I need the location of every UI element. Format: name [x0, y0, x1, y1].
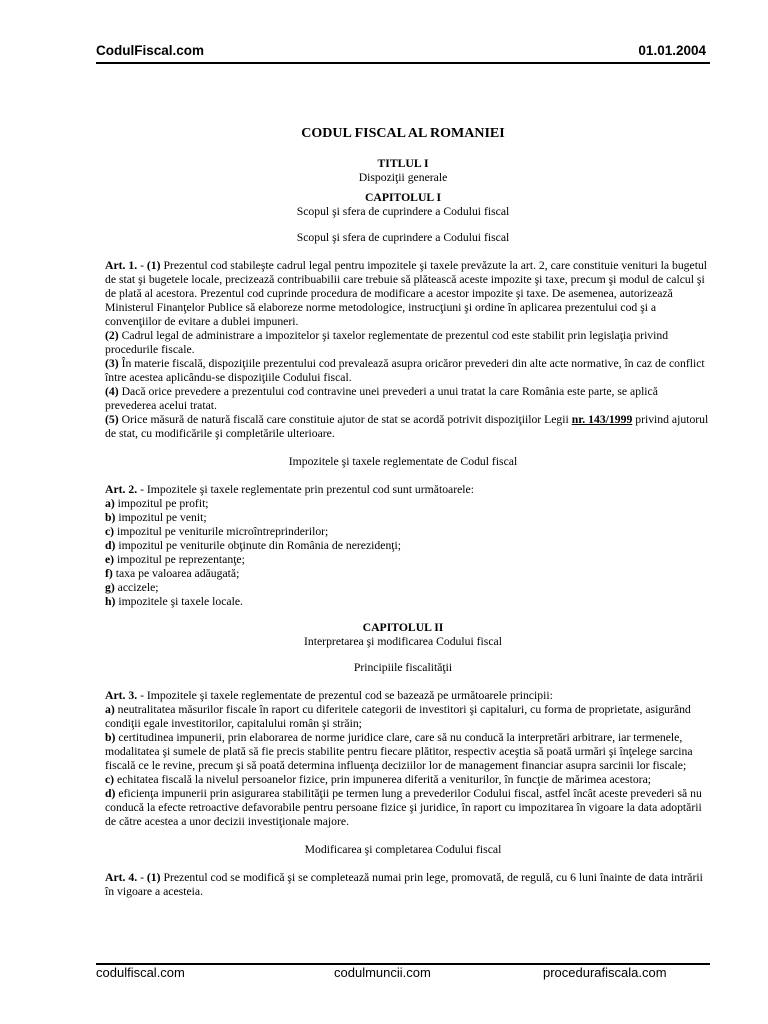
section-heading-principles: Principiile fiscalităţii: [353, 661, 453, 674]
art2-label: Art. 2.: [105, 483, 138, 496]
site-name[interactable]: CodulFiscal.com: [96, 43, 205, 58]
page-header: [96, 43, 710, 63]
chapter-1-label: CAPITOLUL I: [364, 191, 442, 204]
art3-list: [96, 703, 710, 829]
list-item: b) certitudinea impunerii, prin elaborarea de norme juridice clare, care să nu conducă la interpretări arbitrare, iar termenele, modalitatea şi sumele de plată să fie precis stabilite pentru fiecare plătitor, respectiv aceştia să poată urmări şi înţelege sarcina fiscală ce le revine, precum şi să poată determina influenţa deciziilor lor de management financiar asupra sarcinii lor fiscale;: [105, 731, 693, 772]
list-item: d) impozitul pe veniturile obţinute din România de nerezidenţi;: [105, 539, 402, 552]
list-item: e) impozitul pe reprezentanţe;: [105, 553, 245, 566]
header-rule: [96, 62, 710, 64]
document-body: [96, 125, 710, 899]
list-item: f) taxa pe valoarea adăugată;: [105, 567, 240, 580]
footer-link-codulmuncii[interactable]: codulmuncii.com: [334, 965, 431, 980]
list-item: a) impozitul pe profit;: [105, 497, 209, 510]
title-name: Dispoziţii generale: [358, 171, 448, 184]
art1-paragraph-3: (3) În materie fiscală, dispoziţiile prezentului cod prevalează asupra oricăror prevederi din alte acte normative, în caz de conflict între acestea aplicându-se dispoziţiile Codului fiscal.: [105, 357, 705, 384]
art1-paragraph-4: (4) Dacă orice prevedere a prezentului cod contravine unei prevederi a unui tratat la care România este parte, se aplică prevederea acelui tratat.: [105, 385, 658, 412]
art3-label: Art. 3.: [105, 689, 138, 702]
art4-label: Art. 4.: [105, 871, 138, 884]
list-item: c) echitatea fiscală la nivelul persoanelor fizice, prin impunerea diferită a veniturilor, în funcţie de mărimea acestora;: [105, 773, 651, 786]
chapter-1-name: Scopul şi sfera de cuprindere a Codului fiscal: [296, 205, 510, 218]
art3-intro: Art. 3. - Impozitele şi taxele reglementate de prezentul cod se bazează pe următoarele principii:: [105, 689, 553, 702]
art1-paragraph-2: (2) Cadrul legal de administrare a impozitelor şi taxelor reglementate de prezentul cod este stabilit prin legislaţia privind procedurile fiscale.: [105, 329, 669, 356]
art1-paragraph-5: (5) Orice măsură de natură fiscală care constituie ajutor de stat se acordă potrivit dispoziţiilor Legii nr. 143/1999 privind ajutorul de stat, cu modificările şi completările ulterioare.: [105, 413, 709, 440]
art1-paragraph-1: Art. 1. - (1) Prezentul cod stabileşte cadrul legal pentru impozitele şi taxele prevăzute la art. 2, care constituie venituri la bugetul de stat şi bugetele locale, precizează contribuabilii care trebuie să plătească aceste impozite şi taxe, precum şi modul de calcul şi de plată al acestora. Prezentul cod cuprinde procedura de modificare a acestor impozite şi taxe. De asemenea, autorizează Ministerul Finanţelor Publice să elaboreze norme metodologice, instrucţiuni şi ordine în aplicarea prezentului cod şi a convenţiilor de evitare a dublei impuneri.: [105, 259, 708, 328]
list-item: b) impozitul pe venit;: [105, 511, 207, 524]
art2-list: [96, 497, 710, 609]
list-item: h) impozitele şi taxele locale.: [105, 595, 243, 608]
title-label: TITLUL I: [377, 157, 429, 170]
footer-link-procedurafiscala[interactable]: procedurafiscala.com: [543, 965, 667, 980]
section-heading-modification: Modificarea şi completarea Codului fiscal: [304, 843, 502, 856]
footer-link-codulfiscal[interactable]: codulfiscal.com: [96, 965, 185, 980]
header-date: 01.01.2004: [638, 43, 706, 58]
art1-label: Art. 1.: [105, 259, 138, 272]
list-item: g) accizele;: [105, 581, 159, 594]
art4-paragraph-1: Art. 4. - (1) Prezentul cod se modifică şi se completează numai prin lege, promovată, de regulă, cu 6 luni înainte de data intrării în vigoare a acesteia.: [105, 871, 703, 898]
list-item: a) neutralitatea măsurilor fiscale în raport cu diferitele categorii de investitori şi capitaluri, cu forma de proprietate, asigurând condiţii egale investitorilor, capitalului român şi străin;: [105, 703, 691, 730]
chapter-2-label: CAPITOLUL II: [362, 621, 444, 634]
list-item: d) eficienţa impunerii prin asigurarea stabilităţii pe termen lung a prevederilor Codului fiscal, astfel încât aceste prevederi să nu conducă la efecte retroactive defavorabile pentru persoane fizice şi juridice, în raport cu impozitarea în vigoare la data adoptării de către acestea a unor decizii investiţionale majore.: [105, 787, 702, 828]
document-title: CODUL FISCAL AL ROMANIEI: [301, 126, 505, 141]
list-item: c) impozitul pe veniturile microîntreprinderilor;: [105, 525, 329, 538]
section-heading-taxes: Impozitele şi taxele reglementate de Codul fiscal: [288, 455, 518, 468]
law-link[interactable]: nr. 143/1999: [571, 413, 633, 426]
art2-intro: Art. 2. - Impozitele şi taxele reglementate prin prezentul cod sunt următoarele:: [105, 483, 474, 496]
section-heading-scope: Scopul şi sfera de cuprindere a Codului fiscal: [296, 231, 510, 244]
chapter-2-name: Interpretarea şi modificarea Codului fiscal: [304, 635, 502, 648]
